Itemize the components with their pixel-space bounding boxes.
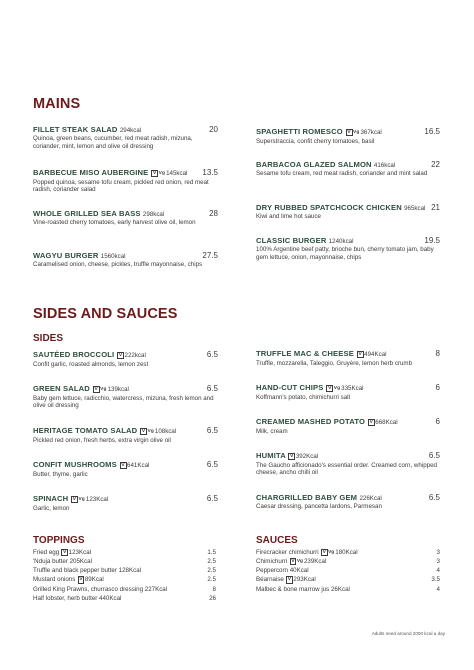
menu-item: [33, 350, 218, 368]
vegetarian-badge: V: [152, 171, 157, 176]
item-name: TRUFFLE MAC & CHEESE: [256, 349, 354, 358]
item-price: 20: [209, 124, 218, 134]
item-kcal: 222kcal: [124, 352, 146, 359]
menu-item: [256, 451, 440, 477]
item-name: FILLET STEAK SALAD: [33, 125, 118, 134]
row-label: Fried egg: [33, 549, 60, 556]
item-description: Vine-roasted cherry tomatoes, early harvest olive oil, lemon: [33, 219, 196, 227]
item-price: 21: [431, 202, 440, 212]
vegetarian-badge: V: [94, 387, 98, 392]
item-name: SAUTÉED BROCCOLI: [33, 350, 115, 359]
vegetarian-badge: V: [369, 420, 373, 425]
item-name-line: [256, 383, 440, 392]
item-name: DRY RUBBED SPATCHCOCK CHICKEN: [256, 203, 402, 212]
item-price: 8: [435, 348, 440, 358]
item-kcal: 226Kcal: [359, 495, 382, 502]
item-name-line: [256, 417, 440, 426]
row-label: Peppercorn 40Kcal: [256, 567, 309, 575]
item-kcal: 123Kcal: [85, 496, 109, 503]
row-label: Mustard onions: [33, 576, 76, 584]
vegan-badge: Vg: [158, 171, 166, 176]
item-kcal: 1240kcal: [328, 238, 354, 245]
item-price: 22: [431, 159, 440, 169]
menu-item: [256, 127, 440, 145]
item-name: HUMITA: [256, 451, 286, 460]
list-row: [33, 594, 216, 603]
toppings-list: [33, 548, 216, 603]
list-row: [256, 585, 440, 594]
row-price: 2.5: [207, 576, 216, 584]
list-row: [256, 566, 440, 575]
row-kcal: 239Kcal: [303, 558, 327, 566]
list-row: [33, 548, 216, 557]
vegan-badge: Vg: [328, 550, 335, 555]
list-row: [33, 566, 216, 575]
row-price: 8: [212, 585, 216, 593]
item-price: 27.5: [202, 250, 218, 260]
item-kcal: 668Kcal: [375, 419, 398, 426]
item-name-line: [256, 127, 440, 136]
menu-item: [256, 493, 440, 511]
vegetarian-badge: V: [121, 463, 125, 468]
item-description: Kiwi and lime hot sauce: [256, 213, 322, 221]
list-row: [256, 548, 440, 557]
row-price: 1.5: [207, 549, 216, 556]
row-price: 2.5: [207, 558, 216, 566]
row-price: 3: [436, 558, 440, 566]
item-description: Quinoa, green beans, cucumber, red meat radish, mizuna, coriander, mint, lemon and olive oil dressing: [33, 135, 193, 151]
item-name: CLASSIC BURGER: [256, 236, 327, 245]
item-description: Sesame tofu cream, red meat radish, coriander and mint salad: [256, 170, 428, 178]
vegetarian-badge: V: [72, 497, 77, 502]
item-price: 6: [435, 382, 440, 392]
item-description: Pickled red onion, fresh herbs, extra virgin olive oil: [33, 436, 171, 444]
kcal-footnote: Adults need around 2000 kcal a day: [371, 631, 445, 636]
item-description: Caesar dressing, pancetta lardons, Parmesan: [256, 503, 382, 511]
row-price: 3: [436, 549, 440, 556]
item-kcal: 1560kcal: [100, 253, 126, 260]
item-description: Popped quinoa, sesame tofu cream, pickled red onion, red meat radish, coriander salad: [33, 178, 209, 194]
vegetarian-badge: V: [290, 454, 294, 459]
item-description: 100% Argentine beef patty, brioche bun, cherry tomato jam, baby gem lettuce, onion, mayonnaise, chips: [256, 246, 434, 262]
item-price: 6: [435, 416, 440, 426]
item-price: 19.5: [424, 235, 440, 245]
list-row: [256, 575, 440, 584]
item-description: Garlic, lemon: [33, 504, 70, 512]
sauces-heading: SAUCES: [256, 535, 298, 546]
item-kcal: 494Kcal: [364, 351, 387, 358]
vegetarian-badge: V: [347, 130, 351, 135]
sides-and-sauces-heading: SIDES AND SAUCES: [33, 306, 178, 322]
menu-item: [256, 383, 440, 401]
menu-item: [256, 236, 440, 262]
item-price: 13.5: [202, 167, 218, 177]
item-kcal: 139kcal: [107, 386, 129, 393]
item-name-line: [33, 494, 218, 503]
item-kcal: 294kcal: [119, 127, 142, 134]
item-name-line: [33, 251, 218, 260]
row-label: Malbec & bone marrow jus 26Kcal: [256, 585, 350, 593]
vegan-badge: Vg: [147, 429, 154, 434]
vegetarian-badge: V: [291, 559, 295, 565]
item-name-line: [256, 236, 440, 245]
menu-item: [33, 460, 218, 478]
row-kcal: 180Kcal: [335, 549, 358, 556]
item-name-line: [33, 426, 218, 435]
item-description: Caramelised onion, cheese, pickles, truffle mayonnaise, chips: [33, 261, 203, 269]
item-price: 6.5: [206, 493, 218, 503]
menu-item: [33, 125, 218, 151]
item-description: Koffmann's potato, chimichurri salt: [256, 393, 351, 401]
row-price: 26: [209, 594, 216, 602]
toppings-heading: TOPPINGS: [33, 535, 85, 546]
list-row: [256, 557, 440, 566]
menu-item: [33, 168, 218, 194]
item-description: Confit garlic, roasted almonds, lemon zest: [33, 360, 149, 368]
item-kcal: 298kcal: [142, 211, 165, 218]
item-price: 6.5: [206, 383, 218, 393]
vegetarian-badge: V: [322, 550, 326, 555]
item-name-line: [256, 160, 440, 169]
item-kcal: 335Kcal: [341, 385, 364, 392]
item-description: Baby gem lettuce, radicchio, watercress, mizuna, fresh lemon and olive oil dressing: [33, 394, 214, 410]
item-name: HAND-CUT CHIPS: [256, 383, 324, 392]
row-price: 4: [436, 567, 440, 575]
item-name: BARBACOA GLAZED SALMON: [256, 160, 372, 169]
vegan-badge: Vg: [100, 387, 107, 392]
item-name: WHOLE GRILLED SEA BASS: [33, 209, 141, 218]
item-description: Butter, thyme, garlic: [33, 470, 88, 478]
list-row: [33, 575, 216, 584]
item-name: HERITAGE TOMATO SALAD: [33, 426, 138, 435]
row-label: Béarnaise: [256, 576, 284, 584]
item-kcal: 392Kcal: [295, 453, 319, 460]
item-name: GREEN SALAD: [33, 384, 90, 393]
vegan-badge: Vg: [78, 497, 85, 502]
item-price: 6.5: [206, 425, 218, 435]
row-price: 3.5: [431, 576, 440, 584]
vegetarian-badge: V: [287, 577, 292, 583]
item-kcal: 367kcal: [360, 129, 382, 136]
row-label: Truffle and black pepper butter 128Kcal: [33, 567, 142, 575]
item-kcal: 145kcal: [166, 170, 188, 177]
item-price: 6.5: [428, 450, 440, 460]
item-price: 6.5: [428, 492, 440, 502]
vegan-badge: Vg: [296, 559, 303, 565]
item-kcal: 641Kcal: [127, 462, 150, 469]
menu-item: [256, 203, 440, 221]
menu-item: [256, 349, 440, 367]
menu-item: [33, 494, 218, 512]
item-kcal: 108kcal: [154, 428, 177, 435]
vegetarian-badge: V: [328, 386, 332, 391]
item-name-line: [256, 349, 440, 358]
item-name: SPAGHETTI ROMESCO: [256, 127, 343, 136]
item-price: 6.5: [206, 459, 218, 469]
menu-item: [256, 160, 440, 178]
menu-item: [33, 384, 218, 410]
row-label: Half lobster, herb butter 440Kcal: [33, 594, 122, 602]
row-kcal: 123Kcal: [68, 549, 92, 556]
row-price: 2.5: [207, 567, 216, 575]
menu-item: [33, 251, 218, 269]
vegetarian-badge: V: [79, 577, 83, 583]
item-name-line: [33, 209, 218, 218]
mains-heading: MAINS: [33, 96, 81, 112]
item-price: 28: [209, 208, 218, 218]
item-name: SPINACH: [33, 494, 69, 503]
row-label: Firecracker chimichurri: [256, 549, 319, 556]
list-row: [33, 585, 216, 594]
row-kcal: 89Kcal: [84, 576, 104, 584]
item-name: WAGYU BURGER: [33, 251, 99, 260]
row-label: Grilled King Prawns, churrasco dressing 227Kcal: [33, 585, 168, 593]
row-price: 4: [436, 585, 440, 593]
item-name-line: [33, 168, 218, 177]
vegetarian-badge: V: [358, 352, 362, 357]
item-name: CREAMED MASHED POTATO: [256, 417, 366, 426]
item-name: CONFIT MUSHROOMS: [33, 460, 117, 469]
item-description: Milk, cream: [256, 427, 288, 435]
item-description: The Gaucho afficionado's essential order. Creamed corn, whipped cheese, ancho chilli oil: [256, 461, 437, 477]
item-kcal: 416kcal: [373, 162, 396, 169]
menu-item: [33, 209, 218, 227]
item-name-line: [256, 493, 440, 502]
item-kcal: 965kcal: [404, 205, 426, 212]
item-price: 6.5: [206, 349, 218, 359]
item-name-line: [256, 203, 440, 212]
menu-item: [33, 426, 218, 444]
vegetarian-badge: V: [141, 429, 146, 434]
item-name: BARBECUE MISO AUBERGINE: [33, 168, 149, 177]
row-kcal: 293Kcal: [293, 576, 316, 584]
sauces-list: [256, 548, 440, 594]
item-description: Superstraccia, confit cherry tomatoes, basil: [256, 137, 375, 145]
item-price: 16.5: [424, 126, 440, 136]
item-name: CHARGRILLED BABY GEM: [256, 493, 358, 502]
vegetarian-badge: V: [63, 550, 67, 555]
list-row: [33, 557, 216, 566]
vegan-badge: Vg: [353, 130, 360, 135]
sides-heading: SIDES: [33, 333, 64, 344]
item-name-line: [256, 451, 440, 460]
vegetarian-badge: V: [118, 353, 123, 358]
row-label: 'Nduja butter 205Kcal: [33, 558, 92, 566]
row-label: Chimichurri: [256, 558, 288, 566]
item-description: Truffle, mozzarella, Taleggio, Gruyère, lemon herb crumb: [256, 359, 413, 367]
item-name-line: [33, 125, 218, 134]
item-name-line: [33, 350, 218, 359]
item-name-line: [33, 384, 218, 393]
menu-item: [256, 417, 440, 435]
vegan-badge: Vg: [333, 386, 341, 391]
item-name-line: [33, 460, 218, 469]
